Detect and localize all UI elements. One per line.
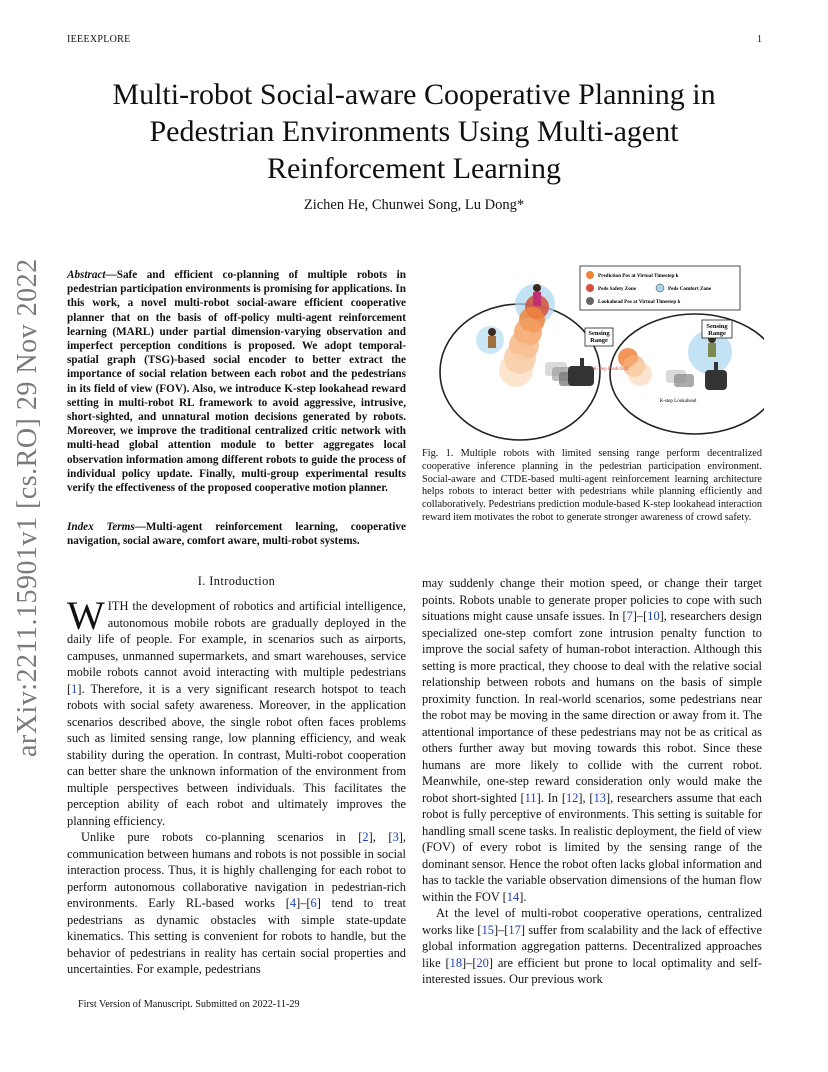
journal-header: IEEEXPLORE: [67, 34, 131, 45]
intro-right-column: [422, 575, 762, 988]
kstep-prediction-label: K-step Prediction: [593, 367, 629, 372]
dropcap: W: [67, 593, 105, 638]
intro-paragraph-1: [67, 593, 406, 829]
section-heading: I. Introduction: [197, 574, 276, 588]
legend-comfort-zone: Peds Comfort Zone: [668, 286, 712, 292]
sensing-range-left-label: Sensing Range: [588, 330, 610, 344]
kstep-lookahead-label: K-step Lookahead: [659, 399, 697, 404]
figure-caption: Fig. 1. Multiple robots with limited sensing range perform decentralized cooperative inference planning in the pedestrian participation environment. Social-aware and CTDE-based multi-agent reinforcement learning architecture helps robots to interact better with pedestrians while planning efficiently and collaboratively. Pedestrians prediction module-based K-step lookahead interaction reward item motivates the robot to generate stronger awareness of crowd safety.: [422, 448, 762, 523]
page-number: 1: [757, 34, 763, 45]
abstract-text: —Safe and efficient co-planning of multiple robots in pedestrian participation environments is promising for applications. In this work, a novel multi-robot social-aware efficient cooperative planner that on the basis of off-policy multi-agent reinforcement learning (MARL) under partial dimension-varying observation and imperfect perception conditions is proposed. We adopt temporal-spatial graph (TSG)-based social encoder to better extract the importance of social relation between each robot and the pedestrians in its field of view (FOV). Also, we introduce K-step lookahead reward setting in multi-robot RL framework to avoid aggressive, intrusive, short-sighted, and unnatural motion decisions generated by robots. Moreover, we improve the traditional centralized critic network with multi-head global attention module to better aggregates local observation information among different robots to guide the process of individual policy update. Finally, multi-group experimental results verify the effectiveness of the proposed cooperative motion planner.: [67, 269, 406, 495]
legend-safety-zone: Peds Safety Zone: [598, 286, 637, 292]
index-terms-label: Index Terms: [67, 521, 135, 533]
paper-title: Multi-robot Social-aware Cooperative Planning in Pedestrian Environments Using Multi-agent Reinforcement Learning: [112, 78, 716, 185]
abstract-label: Abstract: [67, 269, 106, 281]
intro-left-column: [67, 593, 406, 978]
legend-prediction: Prediction Pos at Virtual Timestep k: [598, 273, 679, 279]
legend-lookahead: Lookahead Pos at Virtual Timestep k: [598, 299, 681, 305]
index-terms-text: —Multi-agent reinforcement learning, cooperative navigation, social aware, comfort aware, multi-robot systems.: [67, 521, 406, 548]
index-terms: [67, 520, 406, 548]
intro-paragraph-2: Unlike pure robots co-planning scenarios in [2], [3], communication between humans and robots is not possible in social interaction process. Thus, it is highly challenging for each robot to perform autonomous collaborative navigation in pedestrian-rich environments. Early RL-based works [4]–[6] tend to treat pedestrians as dynamic obstacles with simple state-update kinematics. This setting is convenient for robots to handle, but the behavior of pedestrians in reality has certain social properties and uncertainties. For example, pedestrians: [67, 830, 406, 976]
right-paragraph-2: At the level of multi-robot cooperative operations, centralized works like [15]–[17] suffer from scalability and the lack of effective global information aggregation patterns. Decentralized approaches like [18]–[20] are efficient but prone to local optimality and self-interested issues. Our previous work: [422, 906, 762, 986]
abstract: [67, 268, 406, 495]
intro-p1-text: ITH the development of robotics and artificial intelligence, autonomous mobile robots are gradually deployed in the daily life of people. For example, in scenarios such as airports, campuses, unmanned supermarkets, and smart warehouses, service mobile robots cannot avoid interacting with multiple pedestrians [1]. Therefore, it is a very significant research hotspot to teach robots with social safety awareness. Moreover, in the application scenarios described above, the single robot often faces problems such as limited sensing range, low planning efficiency, and weak stability during the operation. In contrast, Multi-robot cooperation can better share the unknown information of the environment from multiple perspectives between individuals. This facilitates the perception ability of each robot and ultimately improves the planning efficiency.: [67, 599, 406, 828]
authors: Zichen He, Chunwei Song, Lu Dong*: [303, 197, 525, 213]
sensing-range-right-label: Sensing Range: [706, 323, 728, 337]
figure-1: [420, 262, 764, 442]
arxiv-stamp: arXiv:2211.15901v1 [cs.RO] 29 Nov 2022: [12, 258, 43, 757]
right-paragraph-1: may suddenly change their motion speed, or change their target points. Robots unable to generate proper policies to cope with such situations might cause unsafe issues. In [7]–[10], researchers design specialized one-step comfort zone intrusion penalty function to improve the social safety of human-robot interaction. Although this setting is more practical, they choose to deal with the relative social relationship between robots and humans on the basis of simple proximity function. In real-world scenarios, some pedestrians near the robot may be moving in the same direction or away from it. The attentional importance of these pedestrians may not be as critical as others further away but moving towards this robot. Since these humans are more likely to collide with the current robot. Meanwhile, one-step reward consideration only would make the robot short-sighted [11]. In [12], [13], researchers assume that each robot is fully perceptive of environments. This setting is suitable for handling small scene tasks. In realistic deployment, the field of view (FOV) of every robot is limited by the sensing range of the dominant sensor. Hence the robot often lacks global information and has to tackle the variable observation dimensions of the human flow within the FOV [14].: [422, 576, 762, 904]
footnote: First Version of Manuscript. Submitted on 2022-11-29: [78, 999, 300, 1010]
